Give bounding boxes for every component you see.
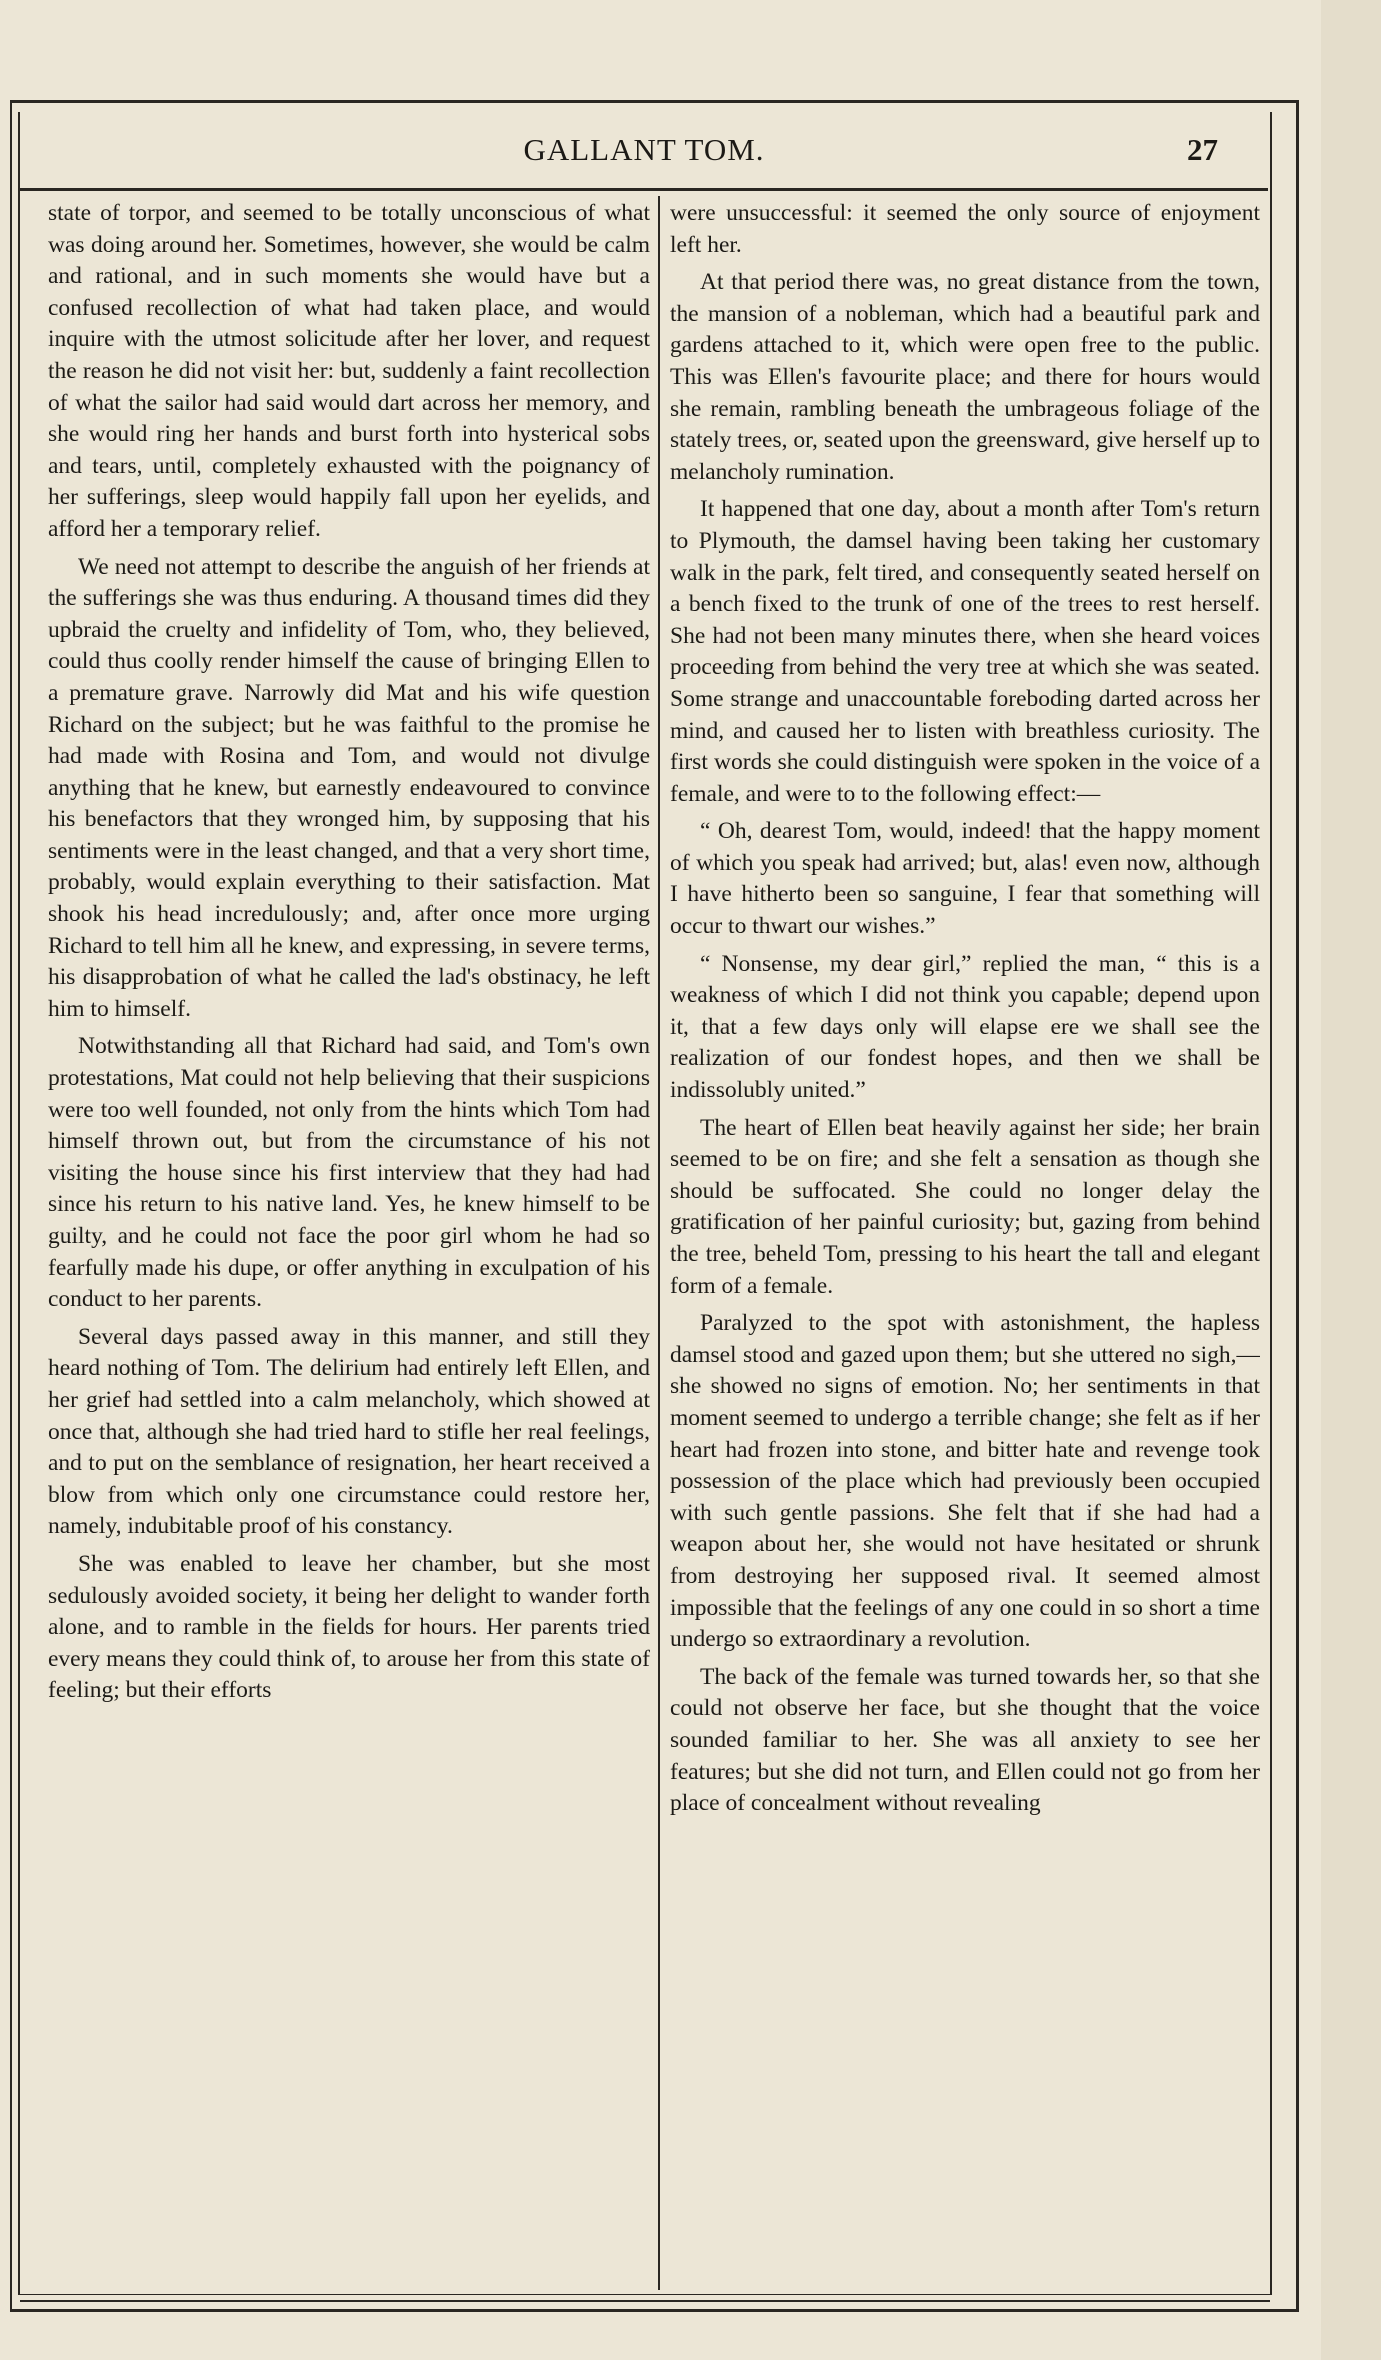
paragraph: state of torpor, and seemed to be totally unconscious of what was doing around her. Sometimes, however, she would be calm and rational, and in such moments she would have but a confused recollection of what had taken place, and would inquire with the utmost solicitude after her lover, and request the reason he did not visit her: but, suddenly a faint recollection of what the sailor had said would dart across her memory, and she would ring her hands and burst forth into hysterical sobs and tears, until, completely exhausted with the poignancy of her sufferings, sleep would happily fall upon her eyelids, and afford her a temporary relief. (48, 200, 650, 542)
running-title: GALLANT TOM. (523, 132, 765, 167)
paragraph: “ Nonsense, my dear girl,” replied the man, “ this is a weakness of which I did not think you capable; depend upon it, that a few days only will elapse ere we shall see the realization of our fondest hopes, and then we shall be indissolubly united.” (670, 950, 1260, 1104)
page-edge (1321, 0, 1381, 2360)
paragraph: We need not attempt to describe the anguish of her friends at the sufferings she was thus enduring. A thousand times did they upbraid the cruelty and infidelity of Tom, who, they believed, could thus coolly render himself the cause of bringing Ellen to a premature grave. Narrowly did Mat and his wife question Richard on the subject; but he was faithful to the promise he had made with Rosina and Tom, and would not divulge anything that he knew, but earnestly endeavoured to convince his benefactors that they wronged him, by supposing that his sentiments were in the least changed, and that a very short time, probably, would explain everything to their satisfaction. Mat shook his head incredulously; and, after once more urging Richard to tell him all he knew, and expressing, in severe terms, his disapprobation of what he called the lad's obstinacy, he left him to himself. (48, 553, 650, 1022)
paragraph: were unsuccessful: it seemed the only source of enjoyment left her. (670, 200, 1260, 258)
page-number: 27 (1187, 132, 1218, 167)
paragraph: “ Oh, dearest Tom, would, indeed! that the happy moment of which you speak had arrived; but, alas! even now, although I have hitherto been so sanguine, I fear that something will occur to thwart our wishes.” (670, 818, 1260, 940)
right-column (670, 198, 1260, 2288)
paragraph: It happened that one day, about a month after Tom's return to Plymouth, the damsel having been taking her customary walk in the park, felt tired, and consequently seated herself on a bench fixed to the trunk of one of the trees to rest herself. She had not been many minutes there, when she heard voices proceeding from behind the very tree at which she was seated. Some strange and unaccountable foreboding darted across her mind, and caused her to listen with breathless curiosity. The first words she could distinguish were spoken in the voice of a female, and were to to the following effect:— (670, 496, 1260, 807)
paragraph: She was enabled to leave her chamber, but she most sedulously avoided society, it being her delight to wander forth alone, and to ramble in the fields for hours. Her parents tried every means they could think of, to arouse her from this state of feeling; but their efforts (48, 1550, 650, 1704)
paragraph: At that period there was, no great distance from the town, the mansion of a nobleman, which had a beautiful park and gardens attached to it, which were open free to the public. This was Ellen's favourite place; and there for hours would she remain, rambling beneath the umbrageous foliage of the stately trees, or, seated upon the greensward, give herself up to melancholy rumination. (670, 269, 1260, 485)
paragraph: The back of the female was turned towards her, so that she could not observe her face, but she thought that the voice sounded familiar to her. She was all anxiety to see her features; but she did not turn, and Ellen could not go from her place of concealment without revealing (670, 1663, 1260, 1817)
left-column (48, 198, 650, 2288)
paragraph: Notwithstanding all that Richard had said, and Tom's own protestations, Mat could not help believing that their suspicions were too well founded, not only from the hints which Tom had himself thrown out, but from the circumstance of his not visiting the house since his first interview that they had had since his return to his native land. Yes, he knew himself to be guilty, and he could not face the poor girl whom he had so fearfully made his dupe, or offer anything in exculpation of his conduct to her parents. (48, 1033, 650, 1313)
column-divider (658, 196, 660, 2290)
paragraph: Paralyzed to the spot with astonishment, the hapless damsel stood and gazed upon them; but she uttered no sigh,—she showed no signs of emotion. No; her sentiments in that moment seemed to undergo a terrible change; she felt as if her heart had frozen into stone, and bitter hate and revenge took possession of the place which had previously been occupied with such gentle passions. She felt that if she had had a weapon about her, she would not have hesitated or shrunk from destroying her supposed rival. It seemed almost impossible that the feelings of any one could in so short a time undergo so extraordinary a revolution. (670, 1310, 1260, 1653)
bottom-rule (20, 2300, 1270, 2302)
paragraph: The heart of Ellen beat heavily against her side; her brain seemed to be on fire; and she felt a sensation as though she should be suffocated. She could no longer delay the gratification of her painful curiosity; but, gazing from behind the tree, beheld Tom, pressing to his heart the tall and elegant form of a female. (670, 1114, 1260, 1299)
header-rule (20, 188, 1268, 191)
paragraph: Several days passed away in this manner, and still they heard nothing of Tom. The delirium had entirely left Ellen, and her grief had settled into a calm melancholy, which showed at once that, although she had tried hard to stifle her real feelings, and to put on the semblance of resignation, her heart received a blow from which only one circumstance could restore her, namely, indubitable proof of his constancy. (48, 1323, 650, 1540)
page-header (20, 120, 1268, 186)
